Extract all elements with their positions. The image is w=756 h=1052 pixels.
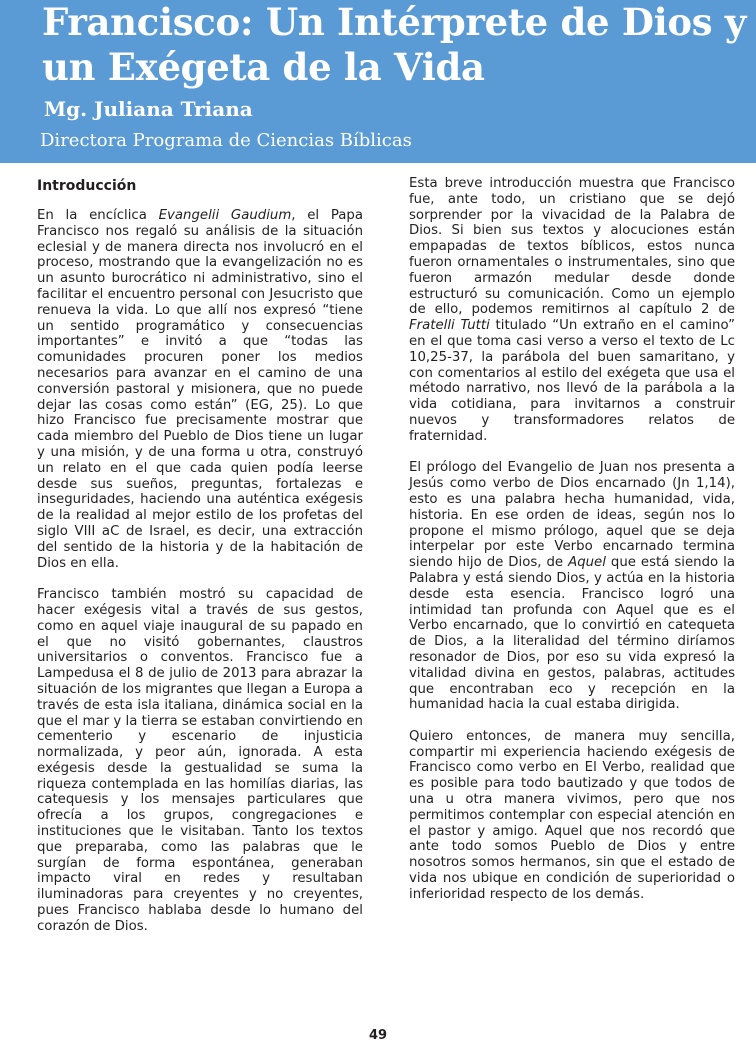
left-column (37, 176, 363, 950)
text-run: , el Papa Francisco nos regaló su análisis de la situación eclesial y de manera directa nos involucró en el proceso, mostrando que la evangelización no es un asunto burocrático ni administrativo, sino el facilitar el encuentro personal con Jesucristo que renueva la vida. Lo que allí nos expresó “tiene un sentido programático y consecuencias importantes” e invitó a que “todas las comunidades procuren poner los medios necesarios para avanzar en el camino de una conversión pastoral y misionera, que no puede dejar las cosas como están” (EG, 25). Lo que hizo Francisco fue precisamente mostrar que cada miembro del Pueblo de Dios tiene un lugar y una misión, y de una forma u otra, construyó un relato en el que cada quien podía leerse desde sus sueños, preguntas, fortalezas e inseguridades, haciendo una auténtica exégesis de la realidad al mejor estilo de los profetas del siglo VIII aC de Israel, es decir, una extracción del sentido de la historia y de la habitación de Dios en ella. (37, 208, 364, 571)
italic-title: Evangelii Gaudium (158, 208, 292, 223)
title-banner (0, 0, 756, 163)
paragraph (37, 208, 363, 571)
italic-word: Aquel (568, 555, 606, 571)
title-line-2: un Exégeta de la Vida (42, 45, 485, 89)
page-number: 49 (368, 1028, 388, 1043)
author-role: Directora Programa de Ciencias Bíblicas (40, 130, 412, 151)
text-run: que está siendo la Palabra y está siendo Dios, y actúa en la historia desde esta esencia. Francisco logró una intimidad tan profunda con Aquel que es el Verbo encarnado, que lo convirtió en catequeta de Dios, a la literalidad del término diríamos resonador de Dios, por eso su vida expresó la vitalidad divina en gestos, palabras, actitudes que encontraban eco y recepción en la humanidad hacia la cual estaba dirigida. (409, 555, 735, 713)
text-run: En la encíclica (37, 208, 159, 223)
text-run: Esta breve introducción muestra que Francisco fue, ante todo, un cristiano que se dejó sorprender por la vivacidad de la Palabra de Dios. Si bien sus textos y alocuciones están empapadas de textos bíblicos, estos nunca fueron ornamentales o instrumentales, sino que fueron armazón medular desde donde estructuró su comunicación. Como un ejemplo de ello, podemos remitirnos al capítulo 2 de (409, 176, 735, 318)
text-run: titulado “Un extraño en el camino” en el que toma casi verso a verso el texto de Lc 10,25-37, la parábola del buen samaritano, y con comentarios al estilo del exégeta que usa el método narrativo, nos llevó de la parábola a la vida cotidiana, para invitarnos a construir nuevos y transformadores relatos de fraternidad. (409, 318, 735, 444)
article-title (42, 0, 746, 90)
paragraph: Francisco también mostró su capacidad de hacer exégesis vital a través de sus gestos, como en aquel viaje inaugural de su papado en el que no visitó gobernantes, claustros universitarios o conventos. Francisco fue a Lampedusa el 8 de julio de 2013 para abrazar la situación de los migrantes que llegan a Europa a través de esta isla italiana, dinámica social en la que el mar y la tierra se estaban convirtiendo en cementerio y escenario de injusticia normalizada, y peor aún, ignorada. A esta exégesis desde la gestualidad se suma la riqueza contemplada en las homilías diarias, las catequesis y los mensajes particulares que ofrecía a los grupos, congregaciones e instituciones que le visitaban. Tanto los textos que preparaba, como las palabras que le surgían de forma espontánea, generaban impacto viral en redes y resultaban iluminadoras para creyentes y no creyentes, pues Francisco hablaba desde lo humano del corazón de Dios. (37, 587, 363, 934)
paragraph: Quiero entonces, de manera muy sencilla, compartir mi experiencia haciendo exégesis de Francisco como verbo en El Verbo, realidad que es posible para todo bautizado y que todos de una u otra manera vivimos, pero que nos permitimos contemplar con especial atención en el pastor y amigo. Aquel que nos recordó que ante todo somos Pueblo de Dios y entre nosotros somos hermanos, sin que el estado de vida nos ubique en condición de superioridad o inferioridad respecto de los demás. (409, 728, 735, 902)
title-line-1: Francisco: Un Intérprete de Dios y (42, 0, 747, 44)
text-run: El prólogo del Evangelio de Juan nos presenta a Jesús como verbo de Dios encarnado (Jn 1,14), esto es una palabra hecha humanidad, vida, historia. En ese orden de ideas, según nos lo propone el mismo prólogo, aquel que se deja interpelar por este Verbo encarnado termina siendo hijo de Dios, de (409, 460, 735, 571)
paragraph (409, 176, 735, 445)
right-column (409, 176, 735, 918)
italic-title: Fratelli Tutti (409, 318, 490, 334)
section-heading: Introducción (37, 178, 137, 194)
paragraph (409, 460, 735, 713)
author-name: Mg. Juliana Triana (44, 97, 253, 121)
